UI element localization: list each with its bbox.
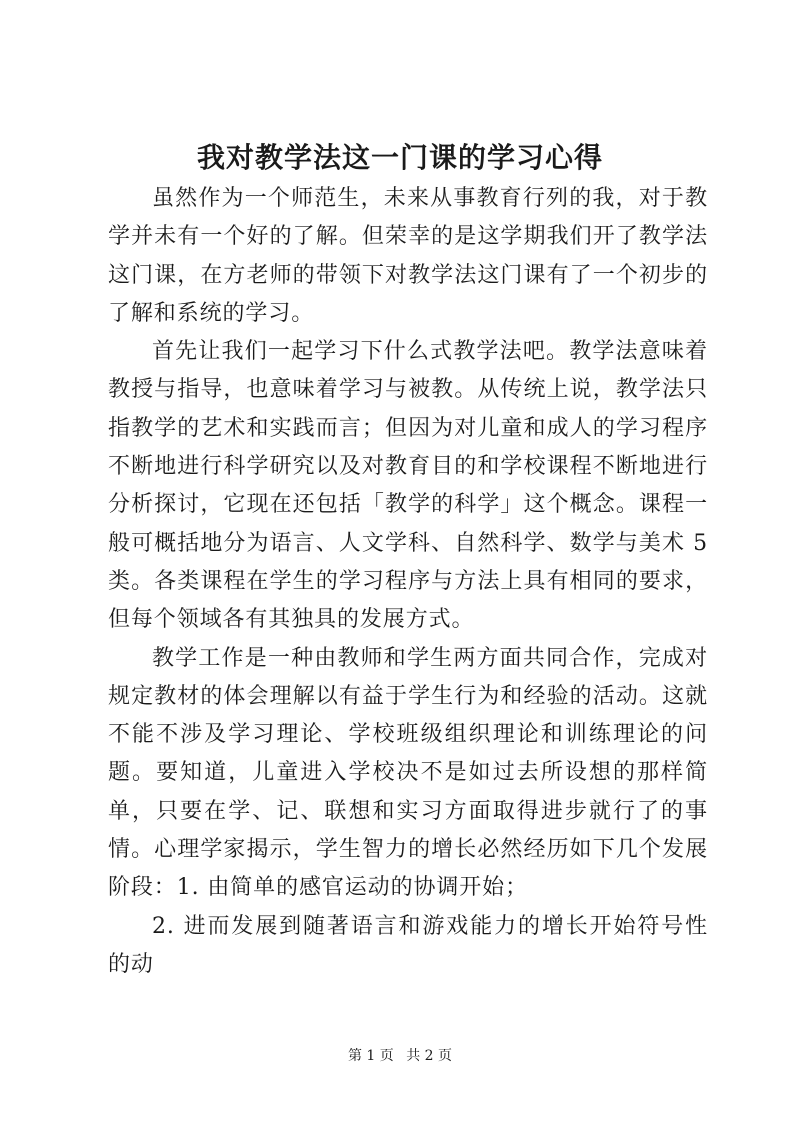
page-footer <box>0 1046 800 1066</box>
document-body <box>108 180 708 984</box>
page-number: 第 1 页 <box>347 1048 394 1064</box>
paragraph-teaching-work: 教学工作是一种由教师和学生两方面共同合作，完成对规定教材的体会理解以有益于学生行为和经验的活动。这就不能不涉及学习理论、学校班级组织理论和训练理论的问题。要知道，儿童进入学校决不是如过去所设想的那样简单，只要在学、记、联想和实习方面取得进步就行了的事情。心理学家揭示，学生智力的增长必然经历如下几个发展阶段：1. 由简单的感官运动的协调开始； <box>108 645 708 901</box>
paragraph-intro: 虽然作为一个师范生，未来从事教育行列的我，对于教学并未有一个好的了解。但荣幸的是这学期我们开了教学法这门课，在方老师的带领下对教学法这门课有了一个初步的了解和系统的学习。 <box>108 186 708 326</box>
document-title: 我对教学法这一门课的学习心得 <box>196 141 603 174</box>
paragraph-definition: 首先让我们一起学习下什么式教学法吧。教学法意味着教授与指导，也意味着学习与被教。从传统上说，教学法只指教学的艺术和实践而言；但因为对儿童和成人的学习程序不断地进行科学研究以及对教育目的和学校课程不断地进行分析探讨，它现在还包括「教学的科学」这个概念。课程一般可概括地分为语言、人文学科、自然科学、数学与美术 5 类。各类课程在学生的学习程序与方法上具有相同的要求，但每个领域各有其独具的发展方式。 <box>108 339 708 633</box>
page-total: 共 2 页 <box>406 1048 453 1064</box>
paragraph-stage-two: 2. 进而发展到随著语言和游戏能力的增长开始符号性的动 <box>108 913 708 977</box>
